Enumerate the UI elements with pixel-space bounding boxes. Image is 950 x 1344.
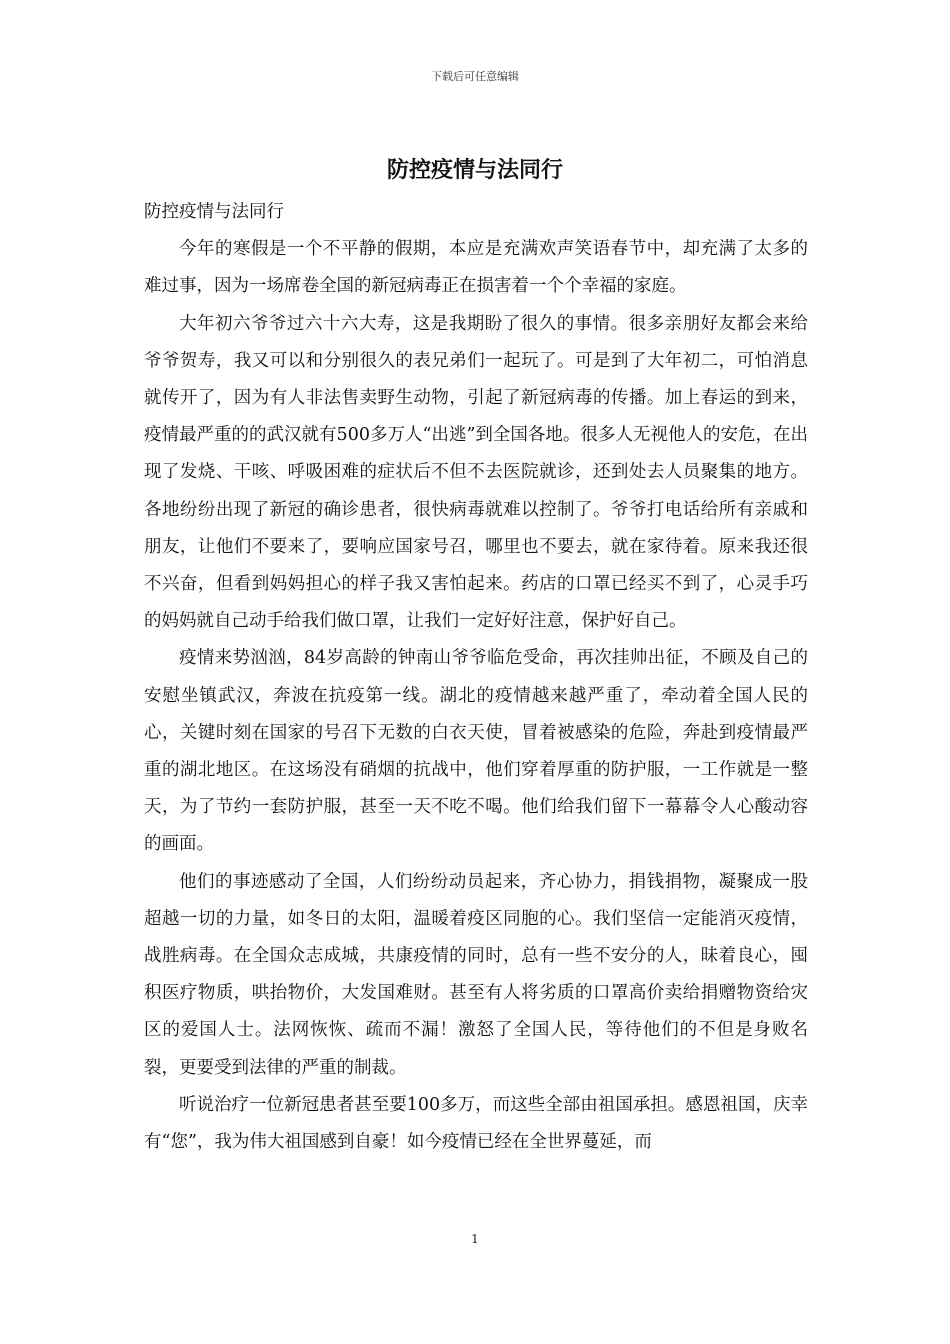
document-title: 防控疫情与法同行: [386, 157, 563, 183]
paragraph-1: 今年的寒假是一个不平静的假期，本应是充满欢声笑语春节中，却充满了太多的难过事，因为一场席卷全国的新冠病毒正在损害着一个个幸福的家庭。: [144, 239, 808, 297]
paragraph-2: 大年初六爷爷过六十六大寿，这是我期盼了很久的事情。很多亲朋好友都会来给爷爷贺寿，我又可以和分别很久的表兄弟们一起玩了。可是到了大年初二，可怕消息就传开了，因为有人非法售卖野生动物，引起了新冠病毒的传播。加上春运的到来，疫情最严重的的武汉就有500多万人“出逃”到全国各地。很多人无视他人的安危，在出现了发烧、干咳、呼吸困难的症状后不但不去医院就诊，还到处去人员聚集的地方。各地纷纷出现了新冠的确诊患者，很快病毒就难以控制了。爷爷打电话给所有亲戚和朋友，让他们不要来了，要响应国家号召，哪里也不要去，就在家待着。原来我还很不兴奋，但看到妈妈担心的样子我又害怕起来。药店的口罩已经买不到了，心灵手巧的妈妈就自己动手给我们做口罩，让我们一定好好注意，保护好自己。: [144, 313, 808, 632]
document-subtitle: 防控疫情与法同行: [144, 202, 284, 222]
paragraph-5: 听说治疗一位新冠患者甚至要100多万，而这些全部由祖国承担。感恩祖国，庆幸有“您”，我为伟大祖国感到自豪！如今疫情已经在全世界蔓延，而: [144, 1094, 808, 1153]
paragraph-3: 疫情来势汹汹，84岁高龄的钟南山爷爷临危受命，再次挂帅出征，不顾及自己的安慰坐镇武汉，奔波在抗疫第一线。湖北的疫情越来越严重了，牵动着全国人民的心，关键时刻在国家的号召下无数的白衣天使，冒着被感染的危险，奔赴到疫情最严重的湖北地区。在这场没有硝烟的抗战中，他们穿着厚重的防护服，一工作就是一整天，为了节约一套防护服，甚至一天不吃不喝。他们给我们留下一幕幕令人心酸动容的画面。: [144, 648, 808, 855]
paragraph-4: 他们的事迹感动了全国，人们纷纷动员起来，齐心协力，捐钱捐物，凝聚成一股超越一切的力量，如冬日的太阳，温暖着疫区同胞的心。我们坚信一定能消灭疫情，战胜病毒。在全国众志成城，共康疫情的同时，总有一些不安分的人，昧着良心，囤积医疗物质，哄抬物价，大发国难财。甚至有人将劣质的口罩高价卖给捐赠物资给灾区的爱国人士。法网恢恢、疏而不漏！激怒了全国人民，等待他们的不但是身败名裂，更要受到法律的严重的制裁。: [144, 871, 808, 1078]
header-note: 下载后可任意编辑: [431, 70, 519, 83]
page-number: 1: [471, 1232, 479, 1246]
document-body: [144, 194, 808, 1161]
